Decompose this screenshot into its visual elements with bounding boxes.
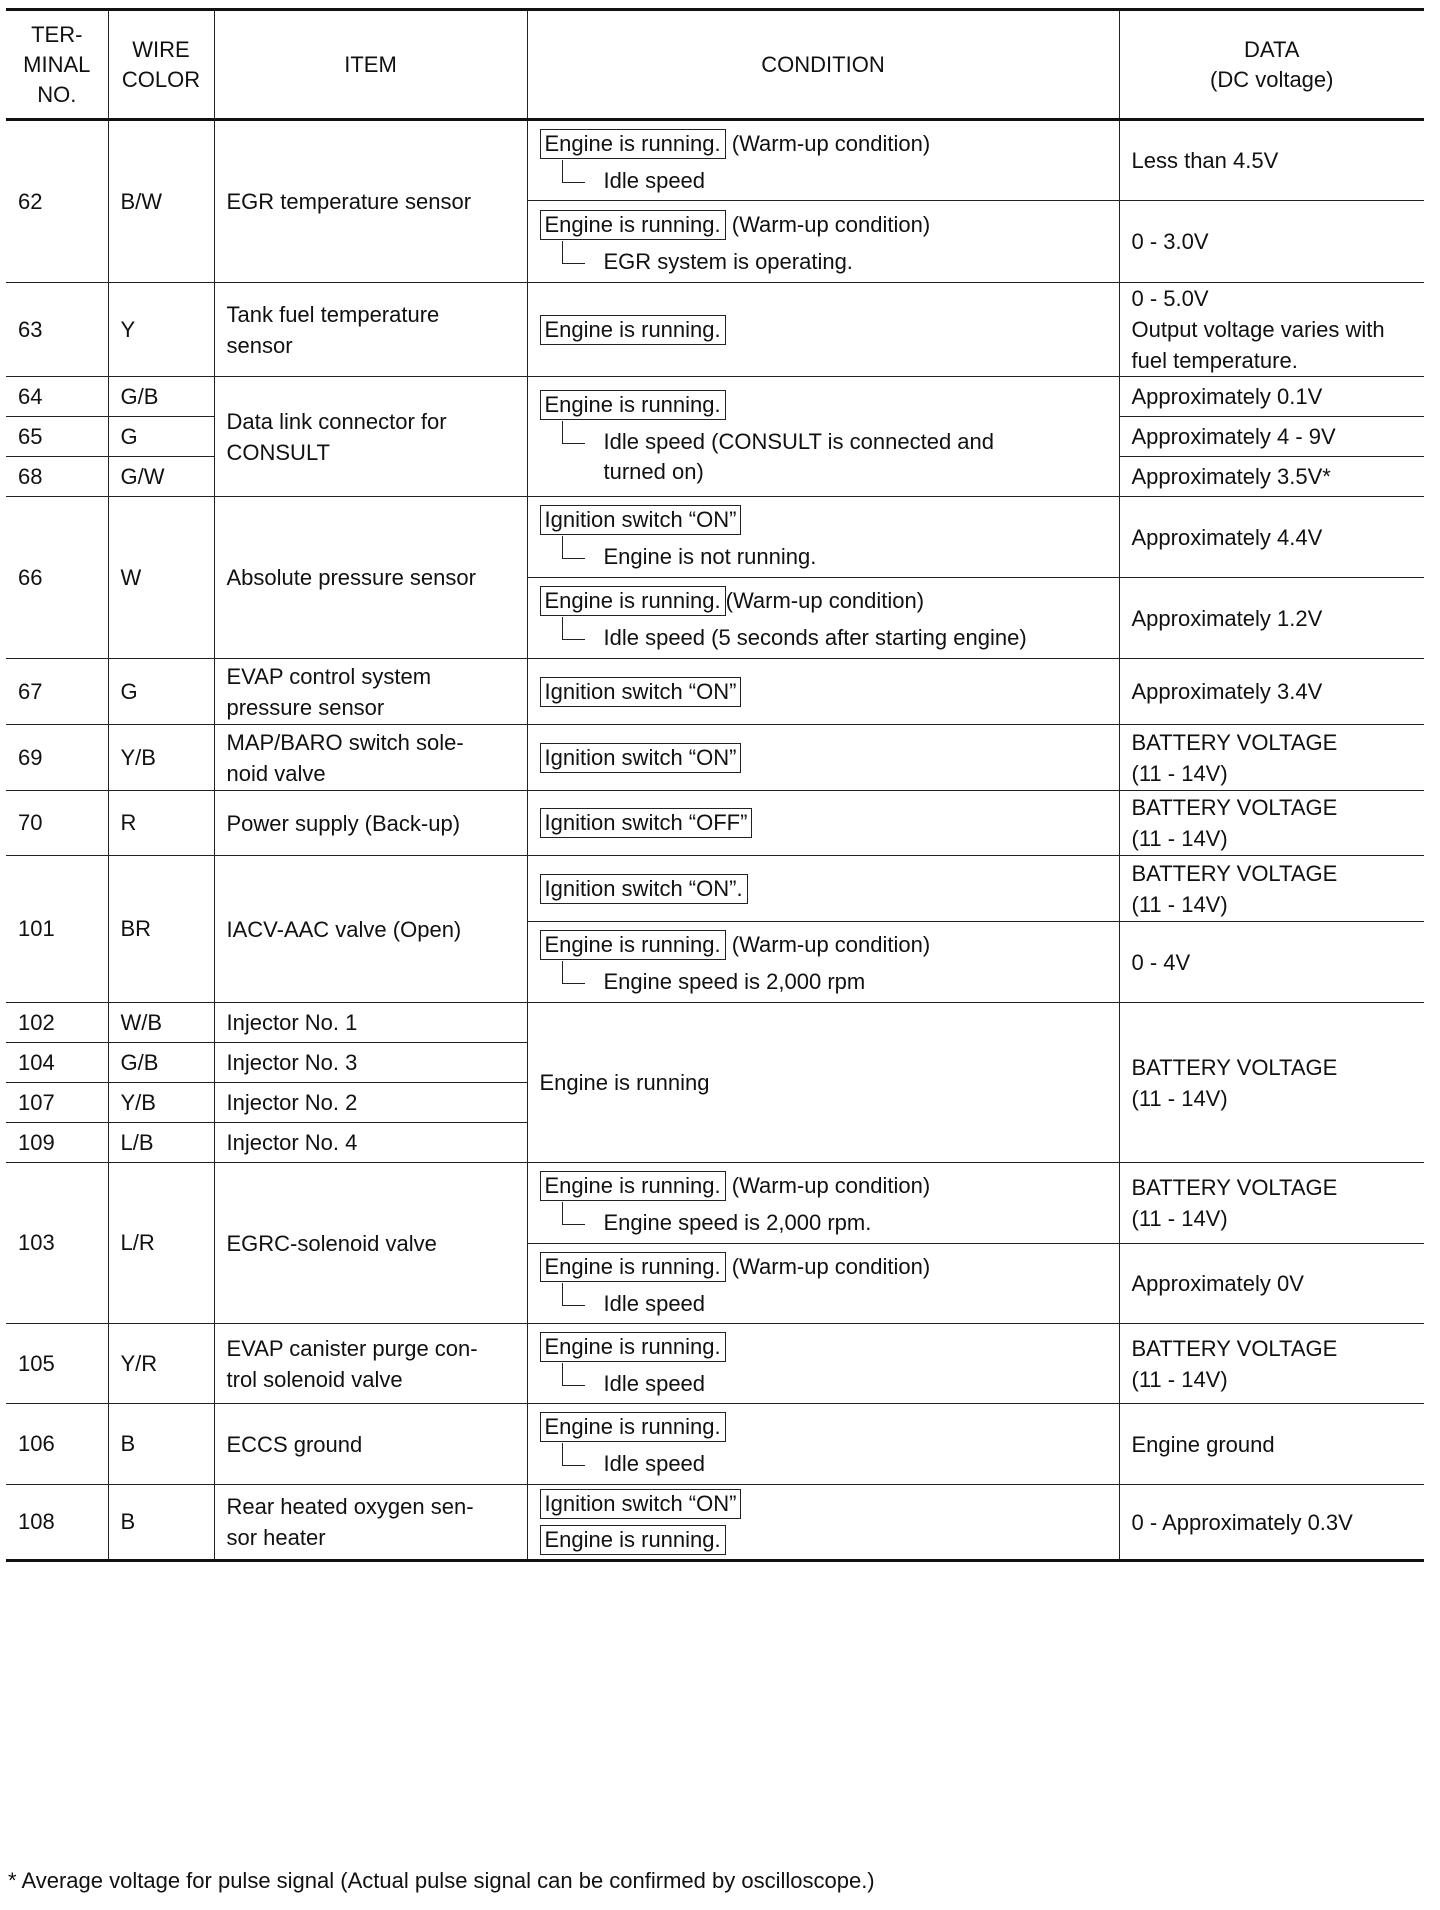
- item-cell: [214, 1043, 527, 1083]
- condition-text: Engine is running: [539, 1069, 710, 1095]
- data-value: BATTERY VOLTAGE (11 - 14V): [1131, 860, 1338, 917]
- header-item: ITEM: [214, 10, 527, 120]
- table-row: [6, 791, 1424, 856]
- table-row: [6, 1163, 1424, 1244]
- data-value: Less than 4.5V: [1131, 148, 1279, 173]
- item-name: Absolute pressure sensor: [226, 565, 476, 590]
- terminal-no-cell: [6, 120, 108, 283]
- wire-color-cell: [108, 1404, 214, 1485]
- condition-note: (Warm-up condition): [725, 1253, 931, 1279]
- terminal-no-cell: [6, 1163, 108, 1324]
- wire-color: L/B: [120, 1129, 154, 1155]
- wire-color-cell: [108, 417, 214, 457]
- wire-color-cell: [108, 497, 214, 659]
- item-name: Power supply (Back-up): [226, 810, 461, 836]
- table-row: [6, 283, 1424, 377]
- condition-cell: [527, 1244, 1119, 1324]
- table-body: [6, 120, 1424, 1561]
- condition-state-box: Ignition switch “OFF”: [540, 808, 753, 838]
- data-value: Approximately 4 - 9V: [1131, 424, 1336, 449]
- data-cell: [1119, 417, 1424, 457]
- item-cell: [214, 1404, 527, 1485]
- data-cell: [1119, 497, 1424, 578]
- condition-line: [540, 1168, 1107, 1204]
- item-name: Rear heated oxygen sen- sor heater: [226, 1494, 474, 1550]
- condition-cell: [527, 659, 1119, 725]
- data-value: BATTERY VOLTAGE (11 - 14V): [1131, 1175, 1338, 1231]
- data-value: 0 - 5.0V Output voltage varies with fuel temperature.: [1131, 286, 1385, 373]
- data-value: Approximately 1.2V: [1131, 605, 1323, 631]
- terminal-no: 104: [18, 1049, 55, 1075]
- terminal-no: 67: [18, 678, 43, 704]
- terminal-no: 69: [18, 744, 43, 770]
- wire-color-cell: [108, 120, 214, 283]
- terminal-no-cell: [6, 1324, 108, 1404]
- wire-color-cell: [108, 791, 214, 856]
- condition-sub-step: Idle speed: [540, 1289, 1107, 1319]
- wire-color-cell: [108, 659, 214, 725]
- condition-sub-step: Idle speed: [540, 1369, 1107, 1399]
- condition-note: (Warm-up condition): [725, 588, 925, 613]
- data-cell: [1119, 922, 1424, 1003]
- item-name: Injector No. 4: [226, 1130, 358, 1155]
- wire-color-cell: [108, 283, 214, 377]
- terminal-no-cell: [6, 791, 108, 856]
- data-value: Approximately 0.1V: [1131, 384, 1323, 409]
- item-name: Data link connector for CONSULT: [226, 408, 447, 465]
- data-value: BATTERY VOLTAGE (11 - 14V): [1131, 1335, 1338, 1392]
- condition-cell: [527, 120, 1119, 201]
- condition-cell: [527, 201, 1119, 283]
- wire-color-cell: [108, 1485, 214, 1561]
- data-cell: [1119, 659, 1424, 725]
- ecm-terminal-table: [6, 8, 1424, 1562]
- table-row: [6, 725, 1424, 791]
- wire-color: Y/B: [120, 1089, 156, 1115]
- item-name: EGRC-solenoid valve: [226, 1230, 437, 1256]
- item-name: ECCS ground: [226, 1431, 363, 1457]
- condition-line: [540, 502, 1107, 538]
- terminal-no: 65: [18, 423, 43, 449]
- table-row: [6, 1485, 1424, 1561]
- wire-color: Y/R: [120, 1350, 158, 1376]
- data-value: BATTERY VOLTAGE (11 - 14V): [1131, 729, 1338, 786]
- item-name: Injector No. 2: [226, 1090, 358, 1115]
- terminal-no: 109: [18, 1129, 55, 1155]
- table-row: [6, 120, 1424, 201]
- condition-line: [540, 1522, 1107, 1558]
- data-cell: [1119, 377, 1424, 417]
- wire-color: W: [120, 564, 142, 590]
- table-row: [6, 377, 1424, 417]
- data-cell: [1119, 1404, 1424, 1485]
- item-cell: [214, 1123, 527, 1163]
- terminal-no: 101: [18, 916, 55, 941]
- wire-color-cell: [108, 1043, 214, 1083]
- wire-color: G: [120, 423, 138, 449]
- wire-color: Y: [120, 316, 136, 342]
- condition-line: [540, 583, 1107, 619]
- condition-state-box: Engine is running.: [540, 390, 726, 420]
- terminal-no: 107: [18, 1089, 55, 1115]
- item-cell: [214, 120, 527, 283]
- terminal-no-cell: [6, 856, 108, 1003]
- terminal-no-cell: [6, 1003, 108, 1043]
- wire-color-cell: [108, 1123, 214, 1163]
- wire-color-cell: [108, 457, 214, 497]
- terminal-no: 102: [18, 1009, 55, 1035]
- terminal-no-cell: [6, 377, 108, 417]
- item-name: EVAP control system pressure sensor: [226, 663, 432, 720]
- condition-line: [540, 1249, 1107, 1285]
- data-cell: [1119, 725, 1424, 791]
- terminal-no-cell: [6, 725, 108, 791]
- condition-cell: [527, 1324, 1119, 1404]
- item-name: EVAP canister purge con- trol solenoid valve: [226, 1335, 478, 1392]
- condition-state-box: Engine is running.: [540, 586, 726, 616]
- condition-note: (Warm-up condition): [725, 932, 931, 957]
- item-cell: [214, 1485, 527, 1561]
- data-value: 0 - Approximately 0.3V: [1131, 1509, 1353, 1535]
- wire-color: R: [120, 810, 137, 835]
- table-row: [6, 1003, 1424, 1043]
- condition-line: [540, 126, 1107, 162]
- item-cell: [214, 725, 527, 791]
- condition-state-box: Ignition switch “ON”: [540, 677, 742, 707]
- condition-cell: [527, 725, 1119, 791]
- condition-line: [540, 387, 1107, 423]
- terminal-no: 68: [18, 463, 43, 489]
- wire-color-cell: [108, 377, 214, 417]
- condition-sub-step: Idle speed: [540, 1449, 1107, 1479]
- condition-state-box: Ignition switch “ON”: [540, 1489, 742, 1519]
- condition-line: [540, 805, 1107, 841]
- terminal-no-cell: [6, 1043, 108, 1083]
- item-name: EGR temperature sensor: [226, 189, 472, 214]
- data-cell: [1119, 856, 1424, 922]
- condition-state-box: Engine is running.: [540, 1171, 726, 1201]
- item-name: Injector No. 1: [226, 1010, 358, 1035]
- table-row: [6, 659, 1424, 725]
- data-value: BATTERY VOLTAGE (11 - 14V): [1131, 795, 1338, 851]
- table-row: [6, 856, 1424, 922]
- condition-state-box: Engine is running.: [540, 1412, 726, 1442]
- condition-line: [540, 871, 1107, 907]
- data-value: Approximately 3.5V*: [1131, 464, 1331, 489]
- terminal-no: 66: [18, 564, 43, 590]
- terminal-no-cell: [6, 1485, 108, 1561]
- terminal-no: 70: [18, 810, 43, 835]
- table-row: [6, 497, 1424, 578]
- condition-cell: [527, 1485, 1119, 1561]
- terminal-no: 63: [18, 316, 43, 342]
- condition-state-box: Engine is running.: [540, 930, 726, 960]
- wire-color-cell: [108, 1083, 214, 1123]
- terminal-no-cell: [6, 659, 108, 725]
- item-name: Injector No. 3: [226, 1050, 358, 1075]
- terminal-no-cell: [6, 1123, 108, 1163]
- item-cell: [214, 856, 527, 1003]
- condition-cell: [527, 578, 1119, 659]
- condition-cell: [527, 283, 1119, 377]
- condition-line: [540, 207, 1107, 243]
- data-cell: [1119, 457, 1424, 497]
- data-cell: [1119, 1163, 1424, 1244]
- item-cell: [214, 659, 527, 725]
- footnote: * Average voltage for pulse signal (Actual pulse signal can be confirmed by oscilloscope.): [8, 1868, 875, 1893]
- terminal-no-cell: [6, 497, 108, 659]
- wire-color: W/B: [120, 1009, 163, 1035]
- wire-color: B/W: [120, 188, 163, 214]
- condition-line: [540, 740, 1107, 776]
- condition-state-box: Engine is running.: [540, 1525, 726, 1555]
- terminal-no: 62: [18, 188, 43, 214]
- terminal-no: 64: [18, 383, 43, 409]
- condition-cell: [527, 791, 1119, 856]
- condition-note: (Warm-up condition): [725, 130, 931, 156]
- item-cell: [214, 1324, 527, 1404]
- data-cell: [1119, 1324, 1424, 1404]
- wire-color-cell: [108, 1003, 214, 1043]
- item-cell: [214, 497, 527, 659]
- condition-cell: [527, 922, 1119, 1003]
- condition-state-box: Engine is running.: [540, 1332, 726, 1362]
- wire-color: G: [120, 678, 138, 704]
- wire-color-cell: [108, 725, 214, 791]
- condition-state-box: Engine is running.: [540, 1252, 726, 1282]
- terminal-no-cell: [6, 457, 108, 497]
- condition-line: [540, 927, 1107, 963]
- wire-color: G/B: [120, 1049, 159, 1075]
- wire-color: B: [120, 1431, 136, 1456]
- terminal-no: 106: [18, 1431, 55, 1456]
- data-value: Approximately 4.4V: [1131, 524, 1323, 550]
- header-condition: CONDITION: [527, 10, 1119, 120]
- header-data: DATA (DC voltage): [1119, 10, 1424, 120]
- condition-sub-step: Engine speed is 2,000 rpm: [540, 967, 1107, 997]
- condition-sub-step: Engine is not running.: [540, 542, 1107, 572]
- terminal-no: 105: [18, 1350, 55, 1376]
- header-wire-color: WIRE COLOR: [108, 10, 214, 120]
- item-name: Tank fuel temperature sensor: [226, 301, 440, 358]
- data-cell: [1119, 578, 1424, 659]
- condition-note: (Warm-up condition): [725, 211, 931, 237]
- data-value: BATTERY VOLTAGE (11 - 14V): [1131, 1054, 1338, 1111]
- data-value: 0 - 3.0V: [1131, 229, 1209, 254]
- wire-color: L/R: [120, 1230, 155, 1255]
- data-value: Engine ground: [1131, 1431, 1275, 1457]
- condition-state-box: Engine is running.: [540, 315, 726, 345]
- condition-state-box: Ignition switch “ON”: [540, 505, 742, 535]
- condition-line: [540, 1486, 1107, 1522]
- wire-color-cell: [108, 856, 214, 1003]
- table-row: [6, 1324, 1424, 1404]
- data-value: Approximately 3.4V: [1131, 679, 1323, 704]
- data-cell: [1119, 201, 1424, 283]
- condition-sub-step: Idle speed: [540, 166, 1107, 196]
- condition-cell: [527, 856, 1119, 922]
- item-name: MAP/BARO switch sole- noid valve: [226, 729, 464, 786]
- condition-line: [540, 674, 1107, 710]
- header-terminal-no: TER- MINAL NO.: [6, 10, 108, 120]
- terminal-no-cell: [6, 417, 108, 457]
- data-cell: [1119, 1485, 1424, 1561]
- table-row: [6, 1404, 1424, 1485]
- condition-state-box: Engine is running.: [540, 210, 726, 240]
- condition-cell: [527, 1163, 1119, 1244]
- data-value: 0 - 4V: [1131, 949, 1191, 975]
- wire-color-cell: [108, 1163, 214, 1324]
- terminal-no-cell: [6, 1083, 108, 1123]
- wire-color-cell: [108, 1324, 214, 1404]
- item-cell: [214, 1003, 527, 1043]
- wire-color: Y/B: [120, 744, 156, 770]
- wire-color: BR: [120, 916, 152, 941]
- condition-cell: [527, 1003, 1119, 1163]
- condition-line: [540, 1329, 1107, 1365]
- condition-sub-step: Engine speed is 2,000 rpm.: [540, 1208, 1107, 1238]
- wire-color: G/B: [120, 383, 159, 409]
- terminal-no-cell: [6, 1404, 108, 1485]
- wire-color: G/W: [120, 463, 165, 489]
- data-cell: [1119, 1244, 1424, 1324]
- data-cell: [1119, 120, 1424, 201]
- item-cell: [214, 1083, 527, 1123]
- condition-state-box: Ignition switch “ON”.: [540, 874, 748, 904]
- condition-line: [540, 1409, 1107, 1445]
- condition-cell: [527, 1404, 1119, 1485]
- condition-state-box: Engine is running.: [540, 129, 726, 159]
- condition-line: [540, 312, 1107, 348]
- data-cell: [1119, 1003, 1424, 1163]
- condition-state-box: Ignition switch “ON”: [540, 743, 742, 773]
- item-cell: [214, 791, 527, 856]
- item-cell: [214, 1163, 527, 1324]
- terminal-no: 108: [18, 1509, 55, 1534]
- terminal-no-cell: [6, 283, 108, 377]
- condition-sub-step: Idle speed (CONSULT is connected and turned on): [540, 427, 1107, 487]
- condition-cell: [527, 377, 1119, 497]
- header-row: [6, 10, 1424, 120]
- condition-cell: [527, 497, 1119, 578]
- data-cell: [1119, 283, 1424, 377]
- item-cell: [214, 283, 527, 377]
- terminal-no: 103: [18, 1230, 55, 1255]
- condition-note: (Warm-up condition): [725, 1173, 931, 1198]
- condition-sub-step: Idle speed (5 seconds after starting engine): [540, 623, 1107, 653]
- item-cell: [214, 377, 527, 497]
- item-name: IACV-AAC valve (Open): [226, 916, 462, 942]
- data-value: Approximately 0V: [1131, 1271, 1304, 1296]
- wire-color: B: [120, 1509, 136, 1534]
- condition-sub-step: EGR system is operating.: [540, 247, 1107, 277]
- data-cell: [1119, 791, 1424, 856]
